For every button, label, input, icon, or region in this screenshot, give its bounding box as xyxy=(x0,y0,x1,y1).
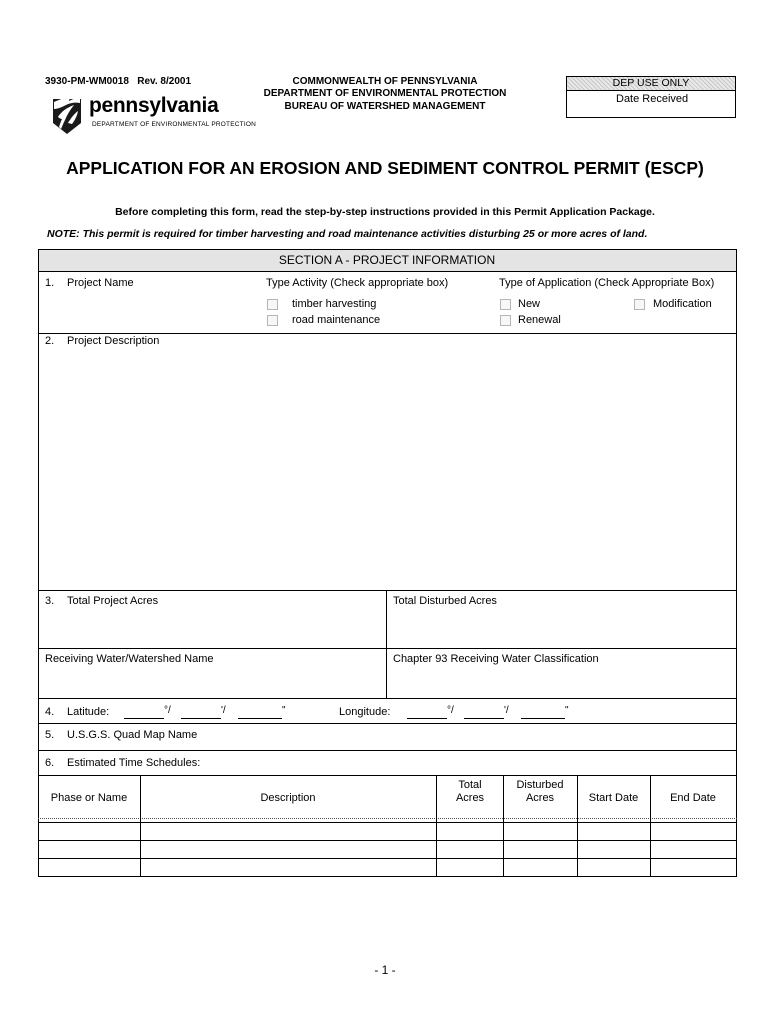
date-received-field[interactable]: Date Received xyxy=(616,93,689,105)
schedule-col-line xyxy=(503,775,504,876)
divider xyxy=(38,775,737,776)
divider xyxy=(38,590,737,591)
type-activity-label: Type Activity (Check appropriate box) xyxy=(266,277,449,289)
usgs-quad-map-label[interactable]: U.S.G.S. Quad Map Name xyxy=(67,729,198,741)
page-title: APPLICATION FOR AN EROSION AND SEDIMENT CONTROL PERMIT (ESCP) xyxy=(66,158,704,178)
new-label: New xyxy=(518,298,541,310)
type-application-label: Type of Application (Check Appropriate Box) xyxy=(499,277,715,289)
logo-wordmark: pennsylvania xyxy=(89,94,219,117)
divider xyxy=(38,723,737,724)
divider xyxy=(38,271,737,272)
latitude-label: Latitude: xyxy=(67,706,110,718)
table-border-top xyxy=(38,249,737,250)
instructions-text: Before completing this form, read the step-by-step instructions provided in this Permit Application Package. xyxy=(115,206,655,218)
modification-label: Modification xyxy=(653,298,712,310)
table-border-bottom xyxy=(38,876,737,877)
timber-harvesting-label: timber harvesting xyxy=(292,298,377,310)
divider xyxy=(38,333,737,334)
new-checkbox[interactable] xyxy=(500,299,511,310)
note-text: NOTE: This permit is required for timber harvesting and road maintenance activities disturbing 25 or more acres of land. xyxy=(47,228,648,240)
page-number: - 1 - xyxy=(374,963,396,977)
table-border-right xyxy=(736,249,737,877)
longitude-degrees-field[interactable] xyxy=(407,718,447,719)
item-6-number: 6. xyxy=(45,757,55,769)
col-start-date: Start Date xyxy=(588,792,639,804)
table-border-left xyxy=(38,249,39,877)
degree-mark: °/ xyxy=(164,705,171,716)
divider xyxy=(38,698,737,699)
road-maintenance-checkbox[interactable] xyxy=(267,315,278,326)
agency-line-2: DEPARTMENT OF ENVIRONMENTAL PROTECTION xyxy=(263,88,507,100)
col-description: Description xyxy=(260,792,316,804)
renewal-checkbox[interactable] xyxy=(500,315,511,326)
dep-use-only-label: DEP USE ONLY xyxy=(567,77,735,91)
agency-line-3: BUREAU OF WATERSHED MANAGEMENT xyxy=(284,100,486,112)
schedule-col-line xyxy=(436,775,437,876)
project-name-label[interactable]: Project Name xyxy=(67,277,134,289)
timber-harvesting-checkbox[interactable] xyxy=(267,299,278,310)
minute-mark: '/ xyxy=(221,705,226,716)
item-3-number: 3. xyxy=(45,595,55,607)
total-project-acres-label[interactable]: Total Project Acres xyxy=(67,595,159,607)
item-2-number: 2. xyxy=(45,335,55,347)
renewal-label: Renewal xyxy=(518,314,561,326)
form-id: 3930-PM-WM0018 Rev. 8/2001 xyxy=(45,76,192,87)
col-disturbed-acres: Disturbed Acres xyxy=(516,779,564,804)
schedule-col-line xyxy=(140,775,141,876)
agency-line-1: COMMONWEALTH OF PENNSYLVANIA xyxy=(292,76,478,87)
road-maintenance-label: road maintenance xyxy=(292,314,381,326)
dep-use-only-box xyxy=(566,76,736,118)
latitude-seconds-field[interactable] xyxy=(238,718,282,719)
degree-mark: °/ xyxy=(447,705,454,716)
second-mark: " xyxy=(565,705,569,716)
logo-subtitle: DEPARTMENT OF ENVIRONMENTAL PROTECTION xyxy=(92,121,256,128)
col-end-date: End Date xyxy=(670,792,716,804)
item-1-number: 1. xyxy=(45,277,55,289)
longitude-minutes-field[interactable] xyxy=(464,718,504,719)
receiving-water-label[interactable]: Receiving Water/Watershed Name xyxy=(45,653,214,665)
col-phase-or-name: Phase or Name xyxy=(50,792,128,804)
item-4-number: 4. xyxy=(45,706,55,718)
item-5-number: 5. xyxy=(45,729,55,741)
latitude-degrees-field[interactable] xyxy=(124,718,164,719)
col-total-acres: Total Acres xyxy=(455,779,485,804)
divider xyxy=(38,750,737,751)
minute-mark: '/ xyxy=(504,705,509,716)
total-disturbed-acres-label[interactable]: Total Disturbed Acres xyxy=(393,595,497,607)
longitude-seconds-field[interactable] xyxy=(521,718,565,719)
project-description-label[interactable]: Project Description xyxy=(67,335,160,347)
schedule-row-line xyxy=(38,822,737,823)
divider xyxy=(386,590,387,698)
schedule-dotted-line xyxy=(38,818,737,819)
second-mark: " xyxy=(282,705,286,716)
chapter-93-label[interactable]: Chapter 93 Receiving Water Classification xyxy=(393,653,599,665)
schedule-row-line xyxy=(38,840,737,841)
schedule-col-line xyxy=(577,775,578,876)
time-schedules-label: Estimated Time Schedules: xyxy=(67,757,201,769)
section-a-title: SECTION A - PROJECT INFORMATION xyxy=(278,253,496,267)
schedule-row-line xyxy=(38,858,737,859)
agency-header xyxy=(240,76,530,113)
pennsylvania-keystone-logo xyxy=(52,93,82,135)
longitude-label: Longitude: xyxy=(339,706,391,718)
schedule-col-line xyxy=(650,775,651,876)
modification-checkbox[interactable] xyxy=(634,299,645,310)
divider xyxy=(38,648,737,649)
latitude-minutes-field[interactable] xyxy=(181,718,221,719)
